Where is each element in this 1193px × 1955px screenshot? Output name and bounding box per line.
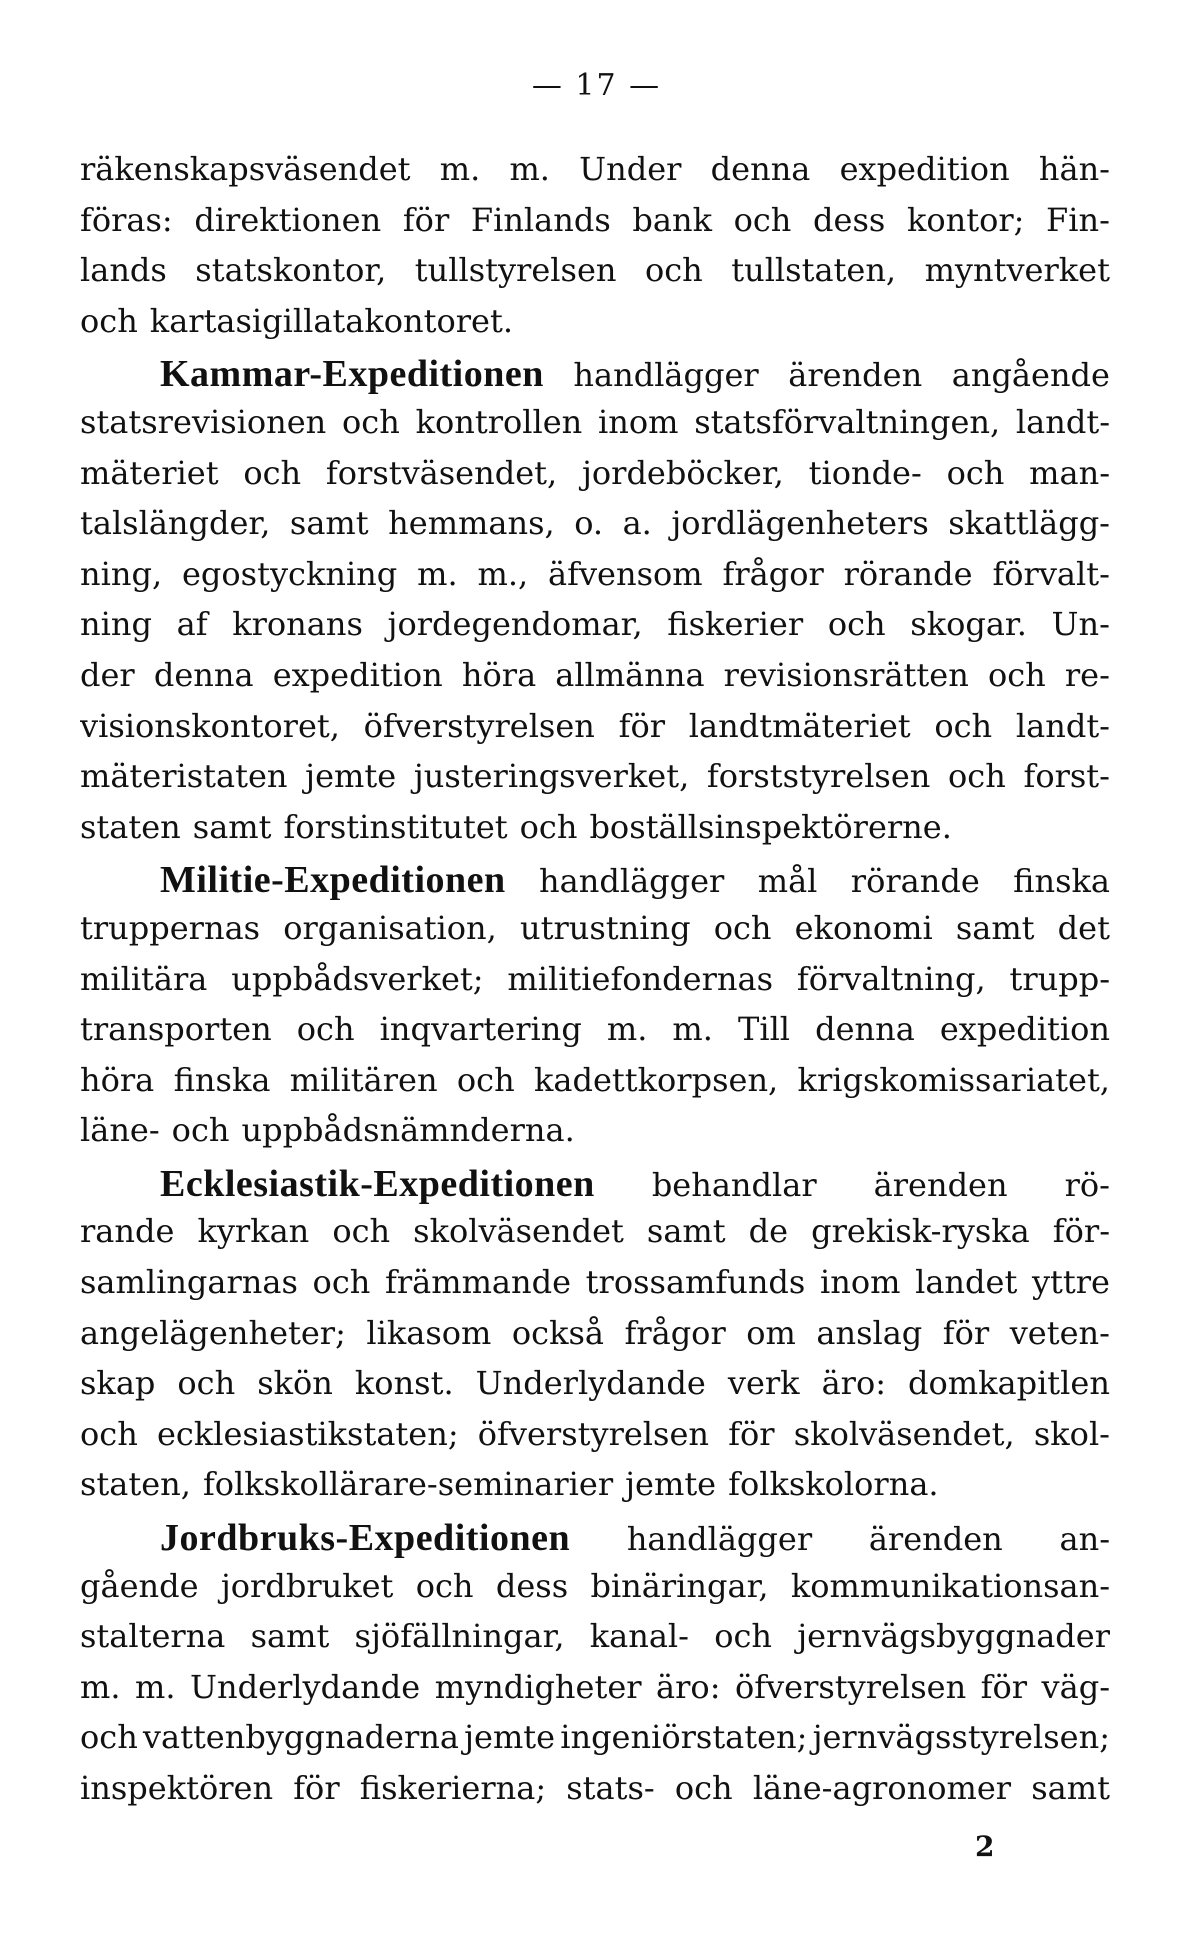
word: skogar.: [910, 605, 1027, 644]
word: handlägger: [626, 1520, 813, 1559]
word: binäringar,: [590, 1566, 769, 1605]
word: kronans: [232, 605, 363, 644]
word: också: [511, 1313, 604, 1352]
word: höra: [461, 655, 537, 694]
word: forstinstitutet: [283, 807, 508, 846]
word: samt: [955, 908, 1035, 947]
word: jordeböcker,: [581, 453, 784, 492]
word: väg-: [1041, 1667, 1110, 1706]
word: expedition: [839, 150, 1010, 188]
word: för-: [1052, 1212, 1110, 1251]
word: sjöfällningar,: [354, 1617, 565, 1656]
text-line: [80, 201, 1110, 252]
word: kartasigillatakontoret.: [149, 301, 514, 340]
text-line: [80, 1617, 1110, 1668]
word: direktionen: [194, 200, 382, 239]
text-line: [80, 1162, 1110, 1213]
word: och: [733, 200, 792, 239]
text-line: [80, 251, 1110, 302]
word: landtmäteriet: [688, 706, 911, 745]
word: jemte: [305, 757, 397, 796]
text-line: [80, 555, 1110, 606]
word: äro:: [821, 1364, 886, 1403]
word: kyrkan: [197, 1212, 310, 1251]
word: rörande: [843, 554, 973, 593]
word: justeringsverket,: [413, 757, 690, 796]
word: mäteriet: [80, 453, 219, 492]
word: och: [519, 807, 578, 846]
word: och: [674, 1769, 733, 1807]
word: fiskerier: [667, 605, 804, 644]
word: visionskontoret,: [80, 706, 340, 745]
text-line: [80, 1010, 1110, 1061]
word: jordbruket: [220, 1566, 394, 1605]
word: och: [177, 1364, 236, 1403]
word: förvaltning,: [796, 959, 986, 998]
word: skolväsendet,: [793, 1414, 1015, 1453]
word: egostyckning: [181, 554, 398, 593]
word: Underlydande: [475, 1364, 706, 1403]
word: bank: [632, 200, 712, 239]
word: forst-: [1023, 757, 1110, 796]
word: m.: [135, 1667, 176, 1706]
word: domkapitlen: [908, 1364, 1110, 1403]
word: statskontor,: [195, 251, 387, 290]
word: m.: [439, 150, 481, 188]
body-text: [80, 150, 1110, 1820]
text-line: [80, 960, 1110, 1011]
word: läne-: [80, 1111, 160, 1150]
word: verk: [727, 1364, 800, 1403]
word: och: [80, 301, 138, 340]
word: expedition: [939, 1010, 1110, 1049]
word: veten-: [1009, 1313, 1110, 1352]
text-line: [80, 858, 1110, 909]
word: m.: [80, 1667, 121, 1706]
text-line: [80, 1314, 1110, 1365]
word: inom: [598, 402, 679, 441]
word: Under: [579, 150, 682, 188]
word: yttre: [1031, 1263, 1110, 1302]
word: landt-: [1015, 706, 1110, 745]
word: behandlar: [651, 1165, 817, 1204]
word: och: [934, 706, 993, 745]
text-line: [80, 909, 1110, 960]
word: handlägger: [573, 356, 759, 395]
word: m.: [509, 150, 550, 188]
word: tullstyrelsen: [414, 251, 617, 290]
word: denna: [710, 150, 811, 188]
word: dess: [813, 200, 886, 239]
word: för: [728, 1414, 775, 1453]
word: m.: [672, 1010, 713, 1049]
word: om: [746, 1313, 796, 1352]
word: öfverstyrelsen: [734, 1667, 967, 1706]
word: gående: [80, 1566, 199, 1605]
section-heading: Jordbruks-Expeditionen: [160, 1517, 571, 1560]
word: landet: [915, 1263, 1018, 1302]
word: Un-: [1051, 605, 1110, 644]
word: ärenden: [788, 356, 923, 395]
word: jemte: [464, 1718, 556, 1757]
word: och: [713, 908, 772, 947]
word: organisation,: [283, 908, 497, 947]
word: a.: [622, 504, 652, 543]
text-line: [80, 707, 1110, 758]
word: trossamfunds: [585, 1263, 806, 1302]
word: handlägger: [539, 862, 725, 901]
word: finska: [1013, 862, 1110, 901]
word: tullstaten,: [731, 251, 897, 290]
section-heading: Militie-Expeditionen: [160, 859, 506, 902]
word: för: [618, 706, 666, 745]
word: transporten: [80, 1010, 272, 1049]
text-line: [80, 504, 1110, 555]
word: re-: [1064, 655, 1110, 694]
text-line: [80, 1212, 1110, 1263]
text-line: [80, 1465, 1110, 1516]
word: och: [644, 251, 703, 290]
word: rörande: [850, 862, 980, 901]
word: af: [176, 605, 208, 644]
word: fiskerierna;: [359, 1769, 547, 1807]
word: och: [342, 402, 400, 441]
word: skattlägg-: [948, 504, 1110, 543]
word: militära: [80, 959, 208, 998]
word: militären: [289, 1060, 438, 1099]
word: och: [948, 757, 1006, 796]
word: skön: [257, 1364, 333, 1403]
word: konst.: [354, 1364, 454, 1403]
word: uppbådsverket;: [231, 959, 484, 998]
word: staten: [80, 807, 181, 846]
section-heading: Kammar-Expeditionen: [160, 353, 544, 396]
word: och: [714, 1617, 772, 1656]
word: samt: [646, 1212, 726, 1251]
word: jordlägenheters: [671, 504, 929, 543]
word: och: [80, 1718, 138, 1757]
word: m.: [417, 554, 458, 593]
word: rande: [80, 1212, 175, 1251]
text-line: [80, 757, 1110, 808]
word: finska: [173, 1060, 271, 1099]
word: och: [456, 1060, 515, 1099]
word: och: [171, 1111, 230, 1150]
word: skolväsendet: [413, 1212, 624, 1251]
word: an-: [1059, 1520, 1110, 1559]
text-line: [80, 1668, 1110, 1719]
word: dess: [495, 1566, 569, 1605]
word: skol-: [1033, 1414, 1110, 1453]
word: krigskomissariatet,: [797, 1060, 1110, 1099]
word: Till: [737, 1010, 791, 1049]
text-line: [80, 1567, 1110, 1618]
text-line: [80, 1718, 1110, 1769]
word: m.: [606, 1010, 648, 1049]
word: jernvägsstyrelsen;: [812, 1718, 1110, 1757]
word: hän-: [1038, 150, 1110, 188]
word: Underlydande: [190, 1667, 421, 1706]
word: trupp-: [1009, 959, 1110, 998]
text-line: [80, 656, 1110, 707]
word: frågor: [722, 554, 824, 593]
word: för: [293, 1769, 340, 1807]
word: truppernas: [80, 908, 261, 947]
word: denna: [815, 1010, 915, 1049]
text-line: [80, 1769, 1110, 1820]
word: och: [332, 1212, 391, 1251]
text-line: [80, 1364, 1110, 1415]
section-heading: Ecklesiastik-Expeditionen: [160, 1162, 595, 1205]
text-line: [80, 1061, 1110, 1112]
word: ning,: [80, 554, 163, 593]
word: boställsinspektörerne.: [589, 807, 952, 846]
word: de: [748, 1212, 789, 1251]
word: och: [415, 1566, 474, 1605]
word: stalterna: [80, 1617, 226, 1656]
text-line: [80, 1111, 1110, 1162]
word: rö-: [1064, 1165, 1110, 1204]
word: anslag: [816, 1313, 923, 1352]
word: och: [946, 453, 1005, 492]
word: uppbådsnämnderna.: [241, 1111, 575, 1150]
word: likasom: [366, 1313, 492, 1352]
word: och: [312, 1263, 371, 1302]
word: revisionsrätten: [723, 655, 969, 694]
word: militiefondernas: [507, 959, 773, 998]
word: grekisk-ryska: [811, 1212, 1030, 1251]
word: samt: [1031, 1769, 1110, 1807]
word: kadettkorpsen,: [534, 1060, 779, 1099]
word: folkskolorna.: [728, 1465, 939, 1504]
word: inom: [819, 1263, 901, 1302]
word: folkskollärare-seminarier: [202, 1465, 614, 1504]
word: Finlands: [470, 200, 611, 239]
word: landt-: [1015, 402, 1110, 441]
word: kontrollen: [415, 402, 583, 441]
text-line: [80, 454, 1110, 505]
word: och: [80, 1414, 138, 1453]
word: samt: [289, 504, 369, 543]
word: förvalt-: [992, 554, 1110, 593]
text-line: [80, 403, 1110, 454]
word: samt: [250, 1617, 330, 1656]
word: för: [942, 1313, 990, 1352]
word: samlingarnas: [80, 1263, 298, 1302]
word: inqvartering: [379, 1010, 582, 1049]
word: för: [402, 200, 450, 239]
text-line: [80, 302, 1110, 353]
word: kanal-: [589, 1617, 689, 1656]
word: äro:: [656, 1667, 721, 1706]
word: hemmans,: [388, 504, 555, 543]
word: vattenbyggnaderna: [142, 1718, 459, 1757]
word: räkenskapsväsendet: [80, 150, 411, 188]
word: staten,: [80, 1465, 191, 1504]
word: inspektören: [80, 1769, 274, 1807]
word: statsrevisionen: [80, 402, 327, 441]
word: expedition: [272, 655, 443, 694]
word: föras:: [80, 200, 173, 239]
word: ekonomi: [794, 908, 933, 947]
word: främmande: [385, 1263, 572, 1302]
word: kontor;: [906, 200, 1025, 239]
word: ning: [80, 605, 152, 644]
word: ingeniörstaten;: [560, 1718, 808, 1757]
word: myndigheter: [434, 1667, 642, 1706]
word: och: [987, 655, 1046, 694]
word: öfverstyrelsen: [477, 1414, 709, 1453]
text-line: [80, 1415, 1110, 1466]
text-line: [80, 1516, 1110, 1567]
word: och: [243, 453, 302, 492]
word: forststyrelsen: [706, 757, 931, 796]
word: allmänna: [555, 655, 705, 694]
word: öfverstyrelsen: [363, 706, 595, 745]
word: ärenden: [868, 1520, 1003, 1559]
word: myntverket: [924, 251, 1110, 290]
word: jernvägsbyggnader: [797, 1617, 1110, 1656]
word: för: [980, 1667, 1028, 1706]
word: utrustning: [519, 908, 691, 947]
word: ärenden: [873, 1165, 1008, 1204]
word: angelägenheter;: [80, 1313, 346, 1352]
signature-mark: 2: [975, 1830, 995, 1863]
word: statsförvaltningen,: [694, 402, 1001, 441]
text-line: [80, 808, 1110, 859]
word: jordegendomar,: [387, 605, 643, 644]
text-line: [80, 1263, 1110, 1314]
word: mäteristaten: [80, 757, 288, 796]
word: tionde-: [808, 453, 922, 492]
word: kommunikationsan-: [790, 1566, 1110, 1605]
word: m.,: [477, 554, 529, 593]
word: Fin-: [1046, 200, 1110, 239]
word: forstväsendet,: [325, 453, 558, 492]
word: angående: [951, 356, 1110, 395]
text-line: [80, 352, 1110, 403]
word: frågor: [624, 1313, 726, 1352]
word: o.: [574, 504, 604, 543]
word: jemte: [625, 1465, 717, 1504]
word: talslängder,: [80, 504, 271, 543]
word: skap: [80, 1364, 156, 1403]
word: mål: [757, 862, 818, 901]
word: det: [1057, 908, 1110, 947]
word: höra: [80, 1060, 155, 1099]
word: och: [296, 1010, 355, 1049]
word: der: [80, 655, 135, 694]
word: denna: [153, 655, 254, 694]
text-line: [80, 150, 1110, 201]
page-number: — 17 —: [531, 68, 662, 103]
text-line: [80, 605, 1110, 656]
word: stats-: [566, 1769, 655, 1807]
word: och: [827, 605, 886, 644]
word: samt: [192, 807, 272, 846]
word: ecklesiastikstaten;: [156, 1414, 459, 1453]
word: äfvensom: [548, 554, 703, 593]
word: man-: [1029, 453, 1110, 492]
word: lands: [80, 251, 167, 290]
word: läne-agronomer: [752, 1769, 1012, 1807]
